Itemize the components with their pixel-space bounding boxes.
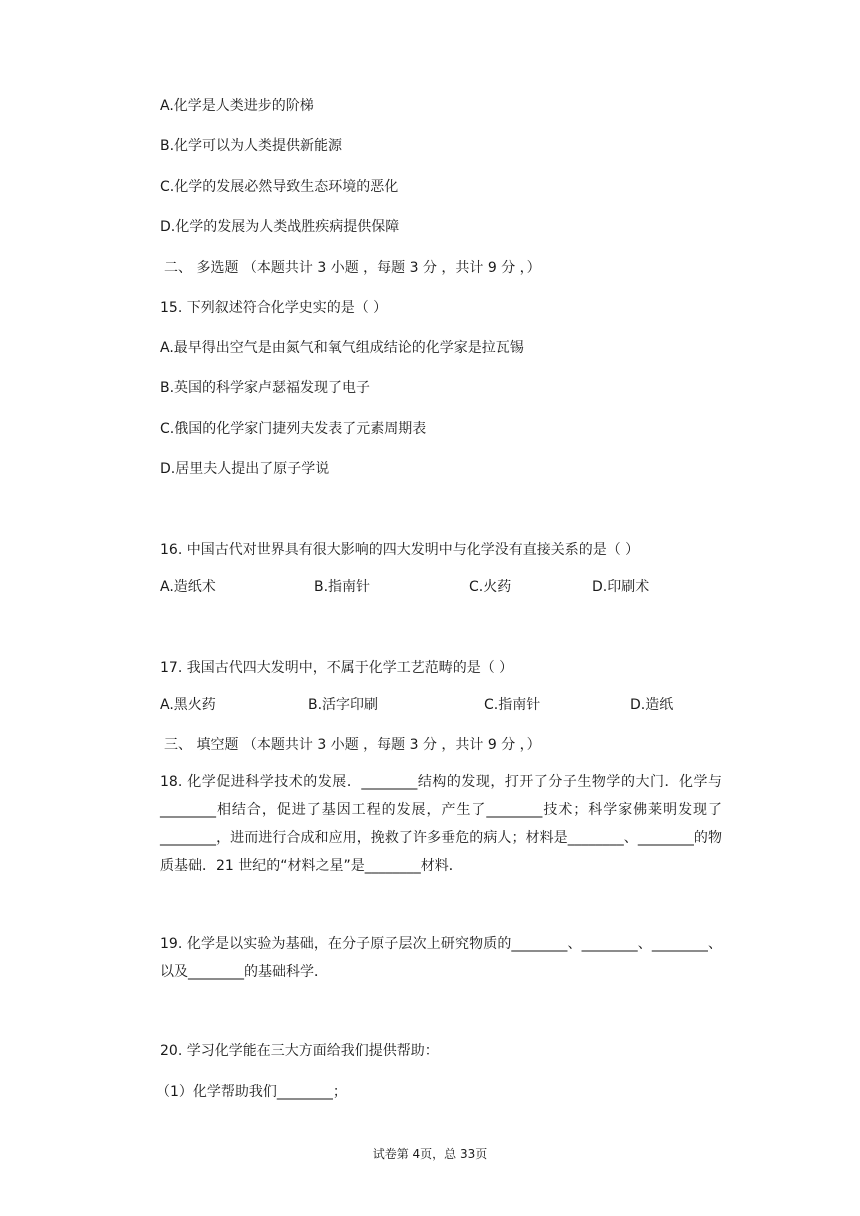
q16-stem: 16. 中国古代对世界具有很大影响的四大发明中与化学没有直接关系的是（ ） (160, 542, 640, 558)
q17-option-d: D.造纸 (630, 697, 674, 713)
q15-option-b: B.英国的科学家卢瑟福发现了电子 (160, 380, 371, 396)
q20-sub1: （1）化学帮助我们________； (156, 1084, 347, 1100)
q15-stem: 15. 下列叙述符合化学史实的是（ ） (160, 300, 388, 316)
q14-option-a: A.化学是人类进步的阶梯 (160, 98, 314, 114)
q16-option-c: C.火药 (469, 579, 512, 595)
q17-option-b: B.活字印刷 (308, 697, 379, 713)
q14-option-c: C.化学的发展必然导致生态环境的恶化 (160, 179, 399, 195)
q16-option-a: A.造纸术 (160, 579, 216, 595)
q14-option-d: D.化学的发展为人类战胜疾病提供保障 (160, 219, 400, 235)
q16-option-d: D.印刷术 (592, 579, 650, 595)
q14-option-b: B.化学可以为人类提供新能源 (160, 138, 343, 154)
q17-option-c: C.指南针 (484, 697, 541, 713)
q15-option-a: A.最早得出空气是由氮气和氧气组成结论的化学家是拉瓦锡 (160, 340, 524, 356)
q19-text: 19. 化学是以实验为基础，在分子原子层次上研究物质的________、________、________、以及________的基础科学． (160, 936, 722, 980)
q18-text: 18. 化学促进科学技术的发展．________结构的发现，打开了分子生物学的大门．化学与________相结合，促进了基因工程的发展，产生了________技术；科学家佛莱明发现了________，进而进行合成和应用，挽救了许多垂危的病人；材料是________、________的物质基础．21 世纪的“材料之星”是________材料． (160, 774, 722, 874)
q17-stem: 17. 我国古代四大发明中，不属于化学工艺范畴的是（ ） (160, 660, 514, 676)
page-footer: 试卷第 4页，总 33页 (372, 1147, 488, 1161)
q15-option-c: C.俄国的化学家门捷列夫发表了元素周期表 (160, 421, 427, 437)
q15-option-d: D.居里夫人提出了原子学说 (160, 461, 330, 477)
section-multiple-choice-heading: 二、 多选题 （本题共计 3 小题 ，每题 3 分 ，共计 9 分 ，） (164, 260, 541, 276)
section-fill-in-heading: 三、 填空题 （本题共计 3 小题 ，每题 3 分 ，共计 9 分 ，） (164, 737, 541, 753)
q16-option-b: B.指南针 (314, 579, 371, 595)
q17-option-a: A.黑火药 (160, 697, 216, 713)
q20-stem: 20. 学习化学能在三大方面给我们提供帮助： (160, 1043, 439, 1059)
